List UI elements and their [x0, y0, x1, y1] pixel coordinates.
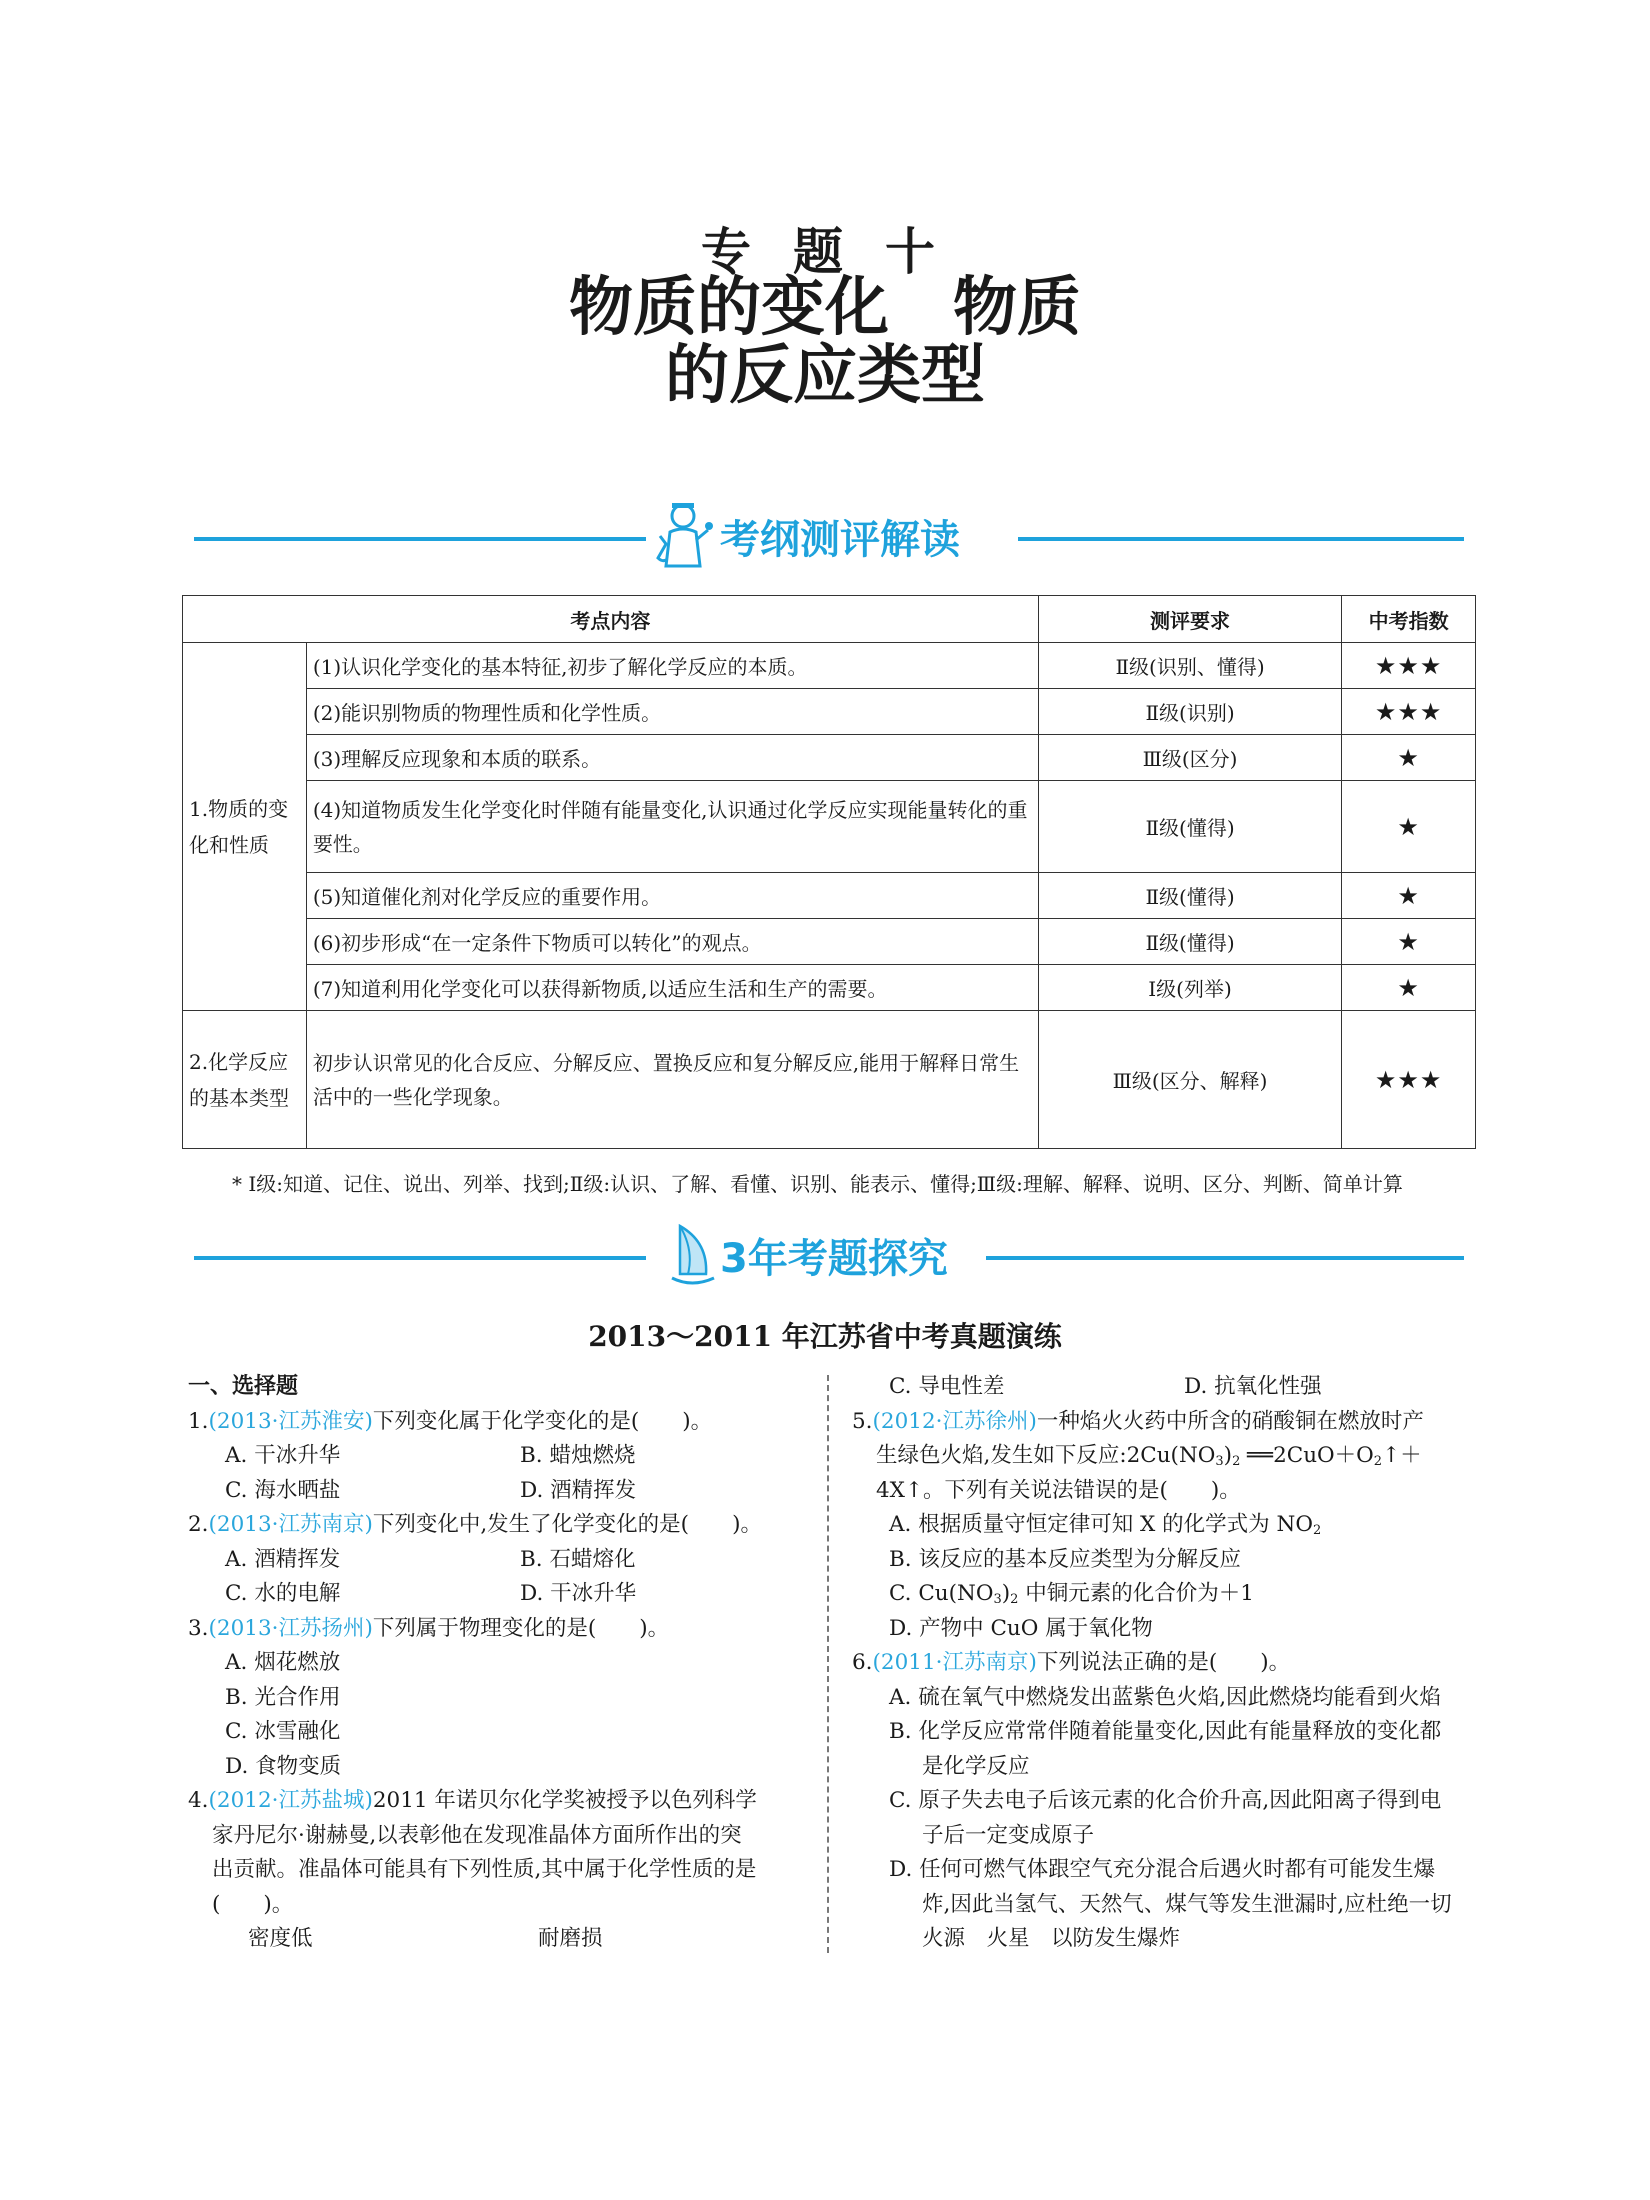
column-divider — [827, 1375, 829, 1953]
page-title-line1: 物质的变化 物质 — [569, 271, 1081, 345]
question-number: 2. — [188, 1512, 209, 1537]
level-cell: Ⅱ级(懂得) — [1038, 873, 1342, 919]
option-b: B. 光合作用 — [225, 1684, 341, 1710]
level-cell: Ⅱ级(识别) — [1038, 689, 1342, 735]
equation-text: ══2CuO＋O — [1240, 1443, 1374, 1468]
option-b: B. 蜡烛燃烧 — [520, 1443, 636, 1468]
table-row — [183, 735, 1476, 781]
option-a — [852, 1508, 1482, 1543]
content-cell: (1)认识化学变化的基本特征,初步了解化学反应的本质。 — [306, 643, 1038, 689]
option-d: D. 产物中 CuO 属于氧化物 — [889, 1615, 1153, 1641]
table-row — [183, 643, 1476, 689]
options-row — [188, 1439, 818, 1474]
banner-line-left — [194, 537, 646, 541]
options-row — [188, 1474, 818, 1509]
question-stem-line: 家丹尼尔·谢赫曼,以表彰他在发现准晶体方面所作出的突 — [212, 1822, 742, 1848]
option-text: C. Cu(NO — [889, 1581, 994, 1606]
level-footnote: * Ⅰ级:知道、记住、说出、列举、找到;Ⅱ级:认识、了解、看懂、识别、能表示、懂得;Ⅲ级:理解、解释、说明、区分、判断、简单计算 — [232, 1172, 1403, 1196]
option-text: ) — [1001, 1581, 1011, 1606]
equation-text: ) — [1223, 1443, 1233, 1468]
scientist-icon — [652, 500, 714, 570]
level-cell: Ⅱ级(识别、懂得) — [1038, 643, 1342, 689]
column-header: 考点内容 — [183, 596, 1039, 643]
option-text: A. 根据质量守恒定律可知 X 的化学式为 NO — [889, 1512, 1313, 1537]
question-source: (2013·江苏淮安) — [208, 1408, 373, 1434]
question-1 — [188, 1405, 818, 1440]
question-stem: 下列属于物理变化的是( )。 — [372, 1615, 670, 1641]
options-row — [188, 1543, 818, 1578]
option-a: A. 酒精挥发 — [225, 1546, 341, 1572]
stars-cell: ★ — [1342, 781, 1476, 873]
content-cell: (6)初步形成“在一定条件下物质可以转化”的观点。 — [306, 919, 1038, 965]
options-row — [852, 1370, 1482, 1405]
option-a: A. 干冰升华 — [225, 1443, 341, 1468]
equation-line — [852, 1439, 1482, 1474]
option-continuation: 是化学反应 — [922, 1753, 1030, 1779]
question-source: (2012·江苏徐州) — [872, 1408, 1037, 1434]
option-continuation: 火源 火星 以防发生爆炸 — [922, 1926, 1181, 1951]
banner-exam-label: 3年考题探究 — [720, 1236, 948, 1282]
level-cell: Ⅱ级(懂得) — [1038, 919, 1342, 965]
table-row — [183, 965, 1476, 1011]
option-b: B. 化学反应常常伴随着能量变化,因此有能量释放的变化都 — [889, 1719, 1442, 1744]
question-stem-line: 出贡献。准晶体可能具有下列性质,其中属于化学性质的是 — [212, 1857, 757, 1882]
content-cell: (4)知道物质发生化学变化时伴随有能量变化,认识通过化学反应实现能量转化的重要性。 — [306, 781, 1038, 873]
column-header: 测评要求 — [1038, 596, 1342, 643]
question-source: (2011·江苏南京) — [872, 1650, 1037, 1675]
option-a: A. 硫在氧气中燃烧发出蓝紫色火焰,因此燃烧均能看到火焰 — [889, 1684, 1442, 1710]
table-row — [183, 689, 1476, 735]
option-d: D. 干冰升华 — [520, 1581, 637, 1606]
content-cell: (5)知道催化剂对化学反应的重要作用。 — [306, 873, 1038, 919]
stars-cell: ★★★ — [1342, 689, 1476, 735]
stars-cell: ★★★ — [1342, 1011, 1476, 1149]
level-cell: Ⅰ级(列举) — [1038, 965, 1342, 1011]
left-column — [188, 1370, 818, 1957]
option-a: A. 烟花燃放 — [225, 1650, 341, 1675]
sail-icon — [668, 1222, 716, 1288]
question-number: 3. — [188, 1615, 209, 1641]
subscript: 2 — [1232, 1454, 1241, 1469]
question-stem-line: 4X↑。下列有关说法错误的是( )。 — [876, 1477, 1241, 1503]
option-a: 密度低 — [248, 1926, 313, 1951]
option-d: D. 食物变质 — [225, 1753, 342, 1779]
question-stem: 下列变化属于化学变化的是( )。 — [372, 1408, 713, 1434]
option-c: C. 水的电解 — [225, 1581, 341, 1606]
question-2 — [188, 1508, 818, 1543]
subscript: 3 — [1215, 1454, 1224, 1469]
outline-table — [182, 595, 1476, 1149]
option-d: D. 酒精挥发 — [520, 1477, 637, 1503]
practice-heading: 2013～2011 年江苏省中考真题演练 — [588, 1320, 1062, 1353]
options-row — [188, 1922, 818, 1957]
level-cell: Ⅲ级(区分、解释) — [1038, 1011, 1342, 1149]
table-row — [183, 1011, 1476, 1149]
question-source: (2013·江苏南京) — [208, 1512, 373, 1537]
question-stem-line: ( )。 — [212, 1891, 294, 1917]
page-title-line2: 的反应类型 — [665, 339, 985, 413]
subscript: 2 — [1373, 1454, 1383, 1469]
content-cell: (2)能识别物质的物理性质和化学性质。 — [306, 689, 1038, 735]
table-row — [183, 919, 1476, 965]
level-cell: Ⅱ级(懂得) — [1038, 781, 1342, 873]
question-source: (2013·江苏扬州) — [208, 1615, 373, 1641]
topic-number: 专题十 — [701, 223, 977, 281]
option-continuation: 子后一定变成原子 — [922, 1822, 1095, 1848]
subscript: 3 — [993, 1592, 1002, 1607]
subscript: 2 — [1312, 1523, 1322, 1538]
content-cell: (3)理解反应现象和本质的联系。 — [306, 735, 1038, 781]
option-c: C. 原子失去电子后该元素的化合价升高,因此阳离子得到电 — [889, 1788, 1442, 1813]
question-number: 5. — [852, 1408, 873, 1434]
question-stem: 下列说法正确的是( )。 — [1036, 1650, 1291, 1675]
level-cell: Ⅲ级(区分) — [1038, 735, 1342, 781]
table-row — [183, 781, 1476, 873]
table-header-row — [183, 596, 1476, 643]
option-d: D. 任何可燃气体跟空气充分混合后遇火时都有可能发生爆 — [889, 1857, 1436, 1882]
option-b: B. 该反应的基本反应类型为分解反应 — [889, 1546, 1241, 1572]
subscript: 2 — [1010, 1592, 1019, 1607]
option-text: 中铜元素的化合价为＋1 — [1018, 1581, 1254, 1606]
stars-cell: ★★★ — [1342, 643, 1476, 689]
stars-cell: ★ — [1342, 919, 1476, 965]
question-number: 1. — [188, 1408, 209, 1434]
content-cell: (7)知道利用化学变化可以获得新物质,以适应生活和生产的需要。 — [306, 965, 1038, 1011]
question-5 — [852, 1405, 1482, 1440]
option-d: D. 抗氧化性强 — [1184, 1374, 1322, 1399]
option-b: B. 石蜡熔化 — [520, 1546, 636, 1572]
question-stem: 一种焰火火药中所含的硝酸铜在燃放时产 — [1036, 1408, 1424, 1434]
banner-outline-label: 考纲测评解读 — [720, 517, 960, 563]
question-3 — [188, 1612, 818, 1647]
table-row — [183, 873, 1476, 919]
question-stem: 下列变化中,发生了化学变化的是( )。 — [372, 1512, 762, 1537]
question-4 — [188, 1784, 818, 1819]
category-cell: 2.化学反应的基本类型 — [183, 1011, 307, 1149]
stars-cell: ★ — [1342, 873, 1476, 919]
question-6 — [852, 1646, 1482, 1681]
stars-cell: ★ — [1342, 735, 1476, 781]
question-stem: 2011 年诺贝尔化学奖被授予以色列科学 — [372, 1788, 757, 1813]
question-number: 4. — [188, 1788, 209, 1813]
option-c: C. 海水晒盐 — [225, 1477, 341, 1503]
section-title: 一、选择题 — [188, 1374, 299, 1399]
options-row — [188, 1577, 818, 1612]
option-c: C. 冰雪融化 — [225, 1719, 341, 1744]
equation-text: ↑＋ — [1382, 1443, 1422, 1468]
banner-line-left — [194, 1256, 646, 1260]
banner-line-right — [1018, 537, 1464, 541]
option-c: C. 导电性差 — [889, 1374, 1005, 1399]
equation-text: 生绿色火焰,发生如下反应:2Cu(NO — [876, 1443, 1216, 1468]
option-c — [852, 1577, 1482, 1612]
question-source: (2012·江苏盐城) — [208, 1788, 373, 1813]
content-cell: 初步认识常见的化合反应、分解反应、置换反应和复分解反应,能用于解释日常生活中的一些化学现象。 — [306, 1011, 1038, 1149]
category-cell: 1.物质的变化和性质 — [183, 643, 307, 1011]
stars-cell: ★ — [1342, 965, 1476, 1011]
option-b: 耐磨损 — [538, 1926, 603, 1951]
right-column — [852, 1370, 1482, 1957]
banner-line-right — [986, 1256, 1464, 1260]
column-header: 中考指数 — [1342, 596, 1476, 643]
question-number: 6. — [852, 1650, 873, 1675]
option-continuation: 炸,因此当氢气、天然气、煤气等发生泄漏时,应杜绝一切 — [922, 1891, 1452, 1917]
